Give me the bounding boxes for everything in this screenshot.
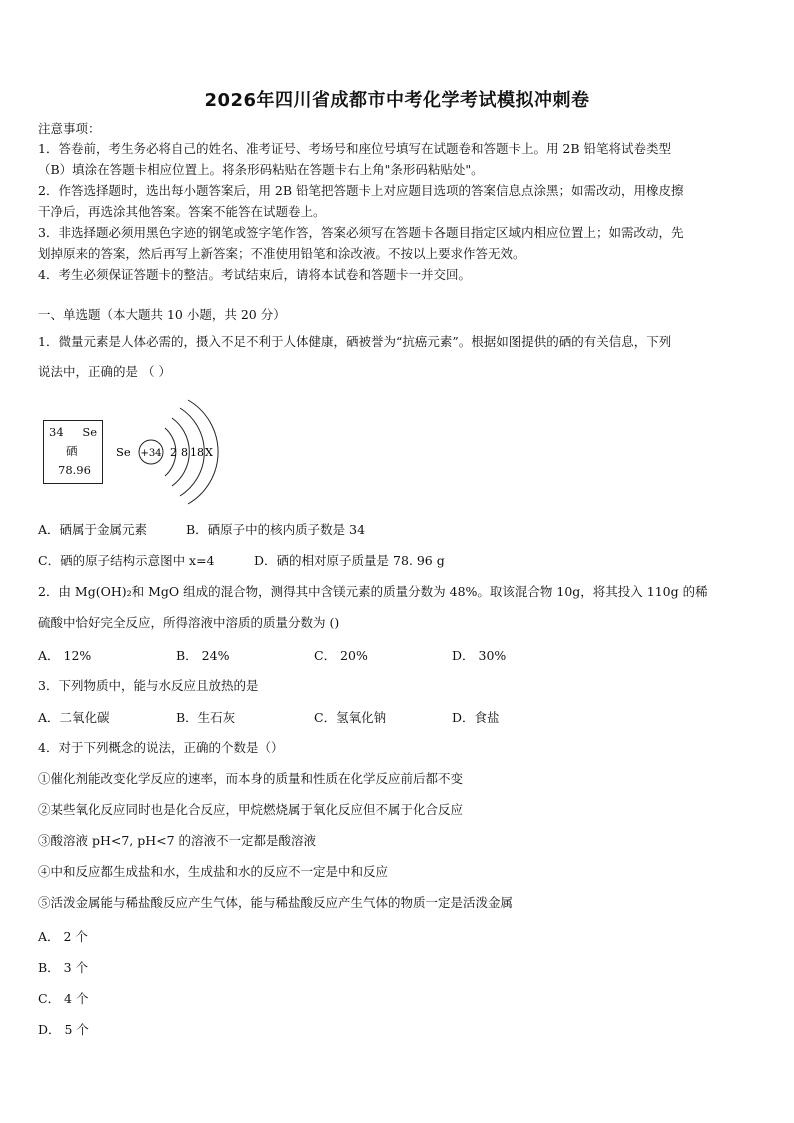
shell-count-3: 18 — [190, 446, 204, 459]
selenium-figure — [40, 398, 340, 508]
atom-symbol: Se — [116, 445, 131, 459]
q2-stem-line-2: 硫酸中恰好完全反应，所得溶液中溶质的质量分数为 () — [38, 615, 340, 630]
q1-stem-line-1: 1．微量元素是人体必需的，摄入不足不利于人体健康，硒被誉为“抗癌元素”。根据如图提供的硒的有关信息，下列 — [38, 334, 672, 349]
shell-count-2: 8 — [181, 446, 188, 459]
q4-statement-4: ④中和反应都生成盐和水，生成盐和水的反应不一定是中和反应 — [38, 864, 389, 879]
notes-heading: 注意事项： — [38, 121, 101, 136]
note-1-line-1: 1．答卷前，考生务必将自己的姓名、准考证号、考场号和座位号填写在试题卷和答题卡上。用 2B 铅笔将试卷类型 — [38, 141, 672, 156]
note-4: 4．考生必须保证答题卡的整洁。考试结束后，请将本试卷和答题卡一并交回。 — [38, 267, 471, 282]
q4-option-d: D． 5 个 — [38, 1022, 89, 1037]
q2-option-b: B． 24% — [176, 648, 230, 663]
note-2-line-1: 2．作答选择题时，选出每小题答案后，用 2B 铅笔把答题卡上对应题目选项的答案信息点涂黑；如需改动，用橡皮擦 — [38, 183, 684, 198]
note-3-line-1: 3．非选择题必须用黑色字迹的钢笔或签字笔作答，答案必须写在答题卡各题目指定区域内相应位置上；如需改动，先 — [38, 225, 684, 240]
q4-statement-3: ③酸溶液 pH<7, pH<7 的溶液不一定都是酸溶液 — [38, 833, 317, 848]
q1-option-d: D．硒的相对原子质量是 78. 96 g — [254, 553, 445, 568]
q2-option-d: D． 30% — [452, 648, 507, 663]
note-2-line-2: 干净后，再选涂其他答案。答案不能答在试题卷上。 — [38, 204, 326, 219]
q4-statement-1: ①催化剂能改变化学反应的速率，而本身的质量和性质在化学反应前后都不变 — [38, 771, 464, 786]
q2-option-a: A． 12% — [38, 648, 92, 663]
q3-option-d: D．食盐 — [452, 710, 500, 725]
q4-statement-5: ⑤活泼金属能与稀盐酸反应产生气体，能与稀盐酸反应产生气体的物质一定是活泼金属 — [38, 895, 514, 910]
note-1-line-2: （B）填涂在答题卡相应位置上。将条形码粘贴在答题卡右上角"条形码粘贴处"。 — [38, 162, 484, 177]
atomic-number: 34 — [49, 425, 64, 439]
shell-count-4: X — [205, 446, 213, 459]
q1-option-a: A．硒属于金属元素 — [38, 522, 148, 537]
q3-option-b: B．生石灰 — [176, 710, 236, 725]
element-name: 硒 — [66, 444, 78, 458]
q3-stem: 3．下列物质中，能与水反应且放热的是 — [38, 678, 259, 693]
q4-option-b: B． 3 个 — [38, 960, 89, 975]
q3-option-c: C．氢氧化钠 — [314, 710, 387, 725]
q3-option-a: A．二氧化碳 — [38, 710, 110, 725]
q1-stem-line-2: 说法中，正确的是 （ ） — [38, 364, 171, 379]
q2-stem-line-1: 2．由 Mg(OH)₂和 MgO 组成的混合物，测得其中含镁元素的质量分数为 48%。取该混合物 10g，将其投入 110g 的稀 — [38, 584, 708, 599]
q1-option-b: B．硒原子中的核内质子数是 34 — [186, 522, 366, 537]
q4-option-a: A． 2 个 — [38, 929, 88, 944]
page-title: 2026年四川省成都市中考化学考试模拟冲刺卷 — [204, 90, 590, 111]
q2-option-c: C． 20% — [314, 648, 368, 663]
q4-option-c: C． 4 个 — [38, 991, 89, 1006]
element-symbol: Se — [82, 425, 97, 439]
atomic-mass: 78.96 — [58, 463, 91, 477]
q4-stem: 4．对于下列概念的说法，正确的个数是（） — [38, 740, 284, 755]
shell-count-1: 2 — [170, 446, 177, 459]
note-3-line-2: 划掉原来的答案，然后再写上新答案；不准使用铅笔和涂改液。不按以上要求作答无效。 — [38, 246, 526, 261]
q4-statement-2: ②某些氧化反应同时也是化合反应，甲烷燃烧属于氧化反应但不属于化合反应 — [38, 802, 464, 817]
nucleus-charge: +34 — [140, 448, 162, 459]
q1-option-c: C．硒的原子结构示意图中 x=4 — [38, 553, 215, 568]
section-heading: 一、单选题（本大题共 10 小题，共 20 分） — [38, 307, 286, 322]
atom-structure-diagram — [40, 398, 340, 508]
